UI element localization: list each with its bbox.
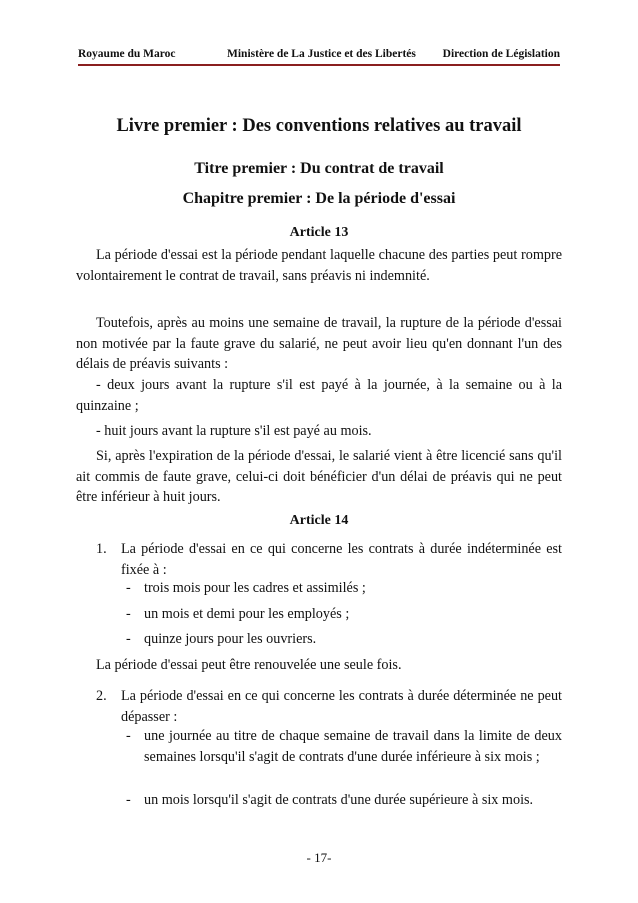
header-left: Royaume du Maroc (78, 48, 176, 60)
article-13-paragraph: La période d'essai est la période pendant laquelle chacune des parties peut rompre volontairement le contrat de travail, sans préavis ni indemnité. (76, 247, 562, 284)
sub-item-text: quinze jours pour les ouvriers. (144, 631, 317, 647)
sub-list-item (126, 726, 562, 767)
chapitre-title: Chapitre premier : De la période d'essai (182, 190, 456, 207)
page-number: - 17- (306, 850, 332, 865)
dash-bullet: - (126, 606, 131, 622)
item-number: 1. (96, 541, 107, 557)
dash-bullet: - (126, 728, 131, 744)
article-13-paragraph: Toutefois, après au moins une semaine de travail, la rupture de la période d'essai non motivée par la faute grave du salarié, ne peut avoir lieu qu'en donnant l'un des délais de préavis suivants : (76, 315, 562, 372)
article-14-heading: Article 14 (289, 513, 349, 528)
dash-bullet: - (126, 631, 131, 647)
dash-bullet: - (126, 792, 131, 808)
article-13-heading: Article 13 (289, 225, 349, 240)
article-13-paragraph: Si, après l'expiration de la période d'essai, le salarié vient à être licencié sans qu'il ait commis de faute grave, celui-ci doit bénéficier d'un délai de préavis qui ne peut être inférieur à huit jours. (76, 448, 562, 505)
page-header (78, 44, 560, 66)
header-right: Direction de Législation (442, 48, 560, 60)
header-center: Ministère de La Justice et des Libertés (227, 48, 416, 60)
livre-title: Livre premier : Des conventions relatives au travail (116, 116, 522, 136)
sub-list-item (126, 790, 562, 811)
sub-list-item (126, 629, 562, 650)
dash-bullet: - (126, 580, 131, 596)
sub-list-item (126, 578, 562, 599)
sub-item-text: trois mois pour les cadres et assimilés ; (144, 580, 366, 596)
item-number: 2. (96, 688, 107, 704)
article-13-paragraph: - deux jours avant la rupture s'il est payé à la journée, à la semaine ou à la quinzaine ; (76, 377, 562, 414)
sub-item-text: un mois et demi pour les employés ; (144, 606, 350, 622)
header-rule (78, 64, 560, 66)
renewal-sentence: La période d'essai peut être renouvelée une seule fois. (96, 657, 402, 673)
numbered-item-2 (96, 686, 562, 727)
item-text: La période d'essai en ce qui concerne les contrats à durée déterminée ne peut dépasser : (121, 688, 562, 725)
sub-list-item (126, 604, 562, 625)
sub-item-text: un mois lorsqu'il s'agit de contrats d'une durée supérieure à six mois. (144, 792, 534, 808)
article-13-paragraph: - huit jours avant la rupture s'il est payé au mois. (96, 423, 372, 439)
item-text: La période d'essai en ce qui concerne les contrats à durée indéterminée est fixée à : (121, 541, 562, 578)
titre-title: Titre premier : Du contrat de travail (194, 160, 444, 177)
numbered-item-1 (96, 539, 562, 580)
sub-item-text: une journée au titre de chaque semaine de travail dans la limite de deux semaines lorsqu'il s'agit de contrats d'une durée inférieure à six mois ; (144, 728, 562, 765)
